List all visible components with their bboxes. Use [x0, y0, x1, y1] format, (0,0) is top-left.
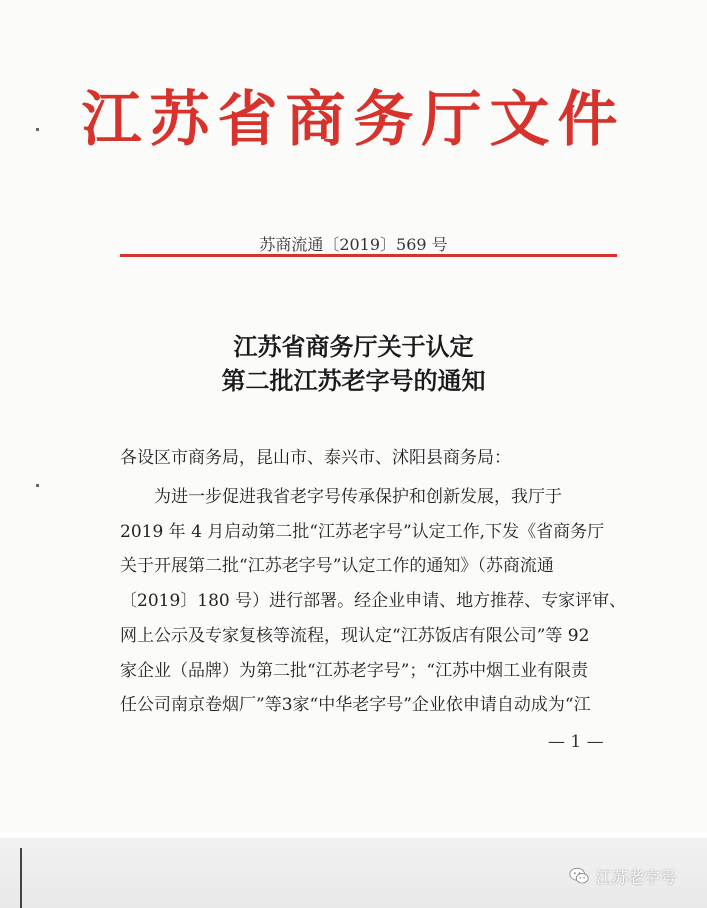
wechat-icon — [568, 865, 590, 887]
red-divider — [120, 254, 617, 257]
page-number: — 1 — — [548, 732, 604, 752]
scan-mark — [36, 484, 39, 487]
scan-mark — [36, 128, 39, 131]
body-line: 家企业（品牌）为第二批“江苏老字号”；“江苏中烟工业有限责 — [120, 660, 589, 681]
watermark — [568, 864, 676, 888]
body-line: 为进一步促进我省老字号传承保护和创新发展，我厅于 — [120, 487, 562, 507]
body-line: 〔2019〕180 号）进行部署。经企业申请、地方推荐、专家评审、 — [120, 591, 627, 612]
document-number: 苏商流通〔2019〕569 号 — [259, 235, 448, 254]
scan-edge — [20, 848, 22, 908]
notice-title — [0, 330, 707, 398]
body-text — [120, 480, 627, 723]
body-line: 2019 年 4 月启动第二批“江苏老字号”认定工作,下发《省商务厅 — [120, 521, 605, 542]
body-line: 关于开展第二批“江苏老字号”认定工作的通知》（苏商流通 — [120, 556, 554, 577]
notice-title-line-2: 第二批江苏老字号的通知 — [221, 366, 486, 395]
salutation: 各设区市商务局，昆山市、泰兴市、沭阳县商务局： — [120, 448, 511, 468]
body-line: 网上公示及专家复核等流程，现认定“江苏饭店有限公司”等 92 — [120, 625, 590, 646]
document-header-title: 江苏省商务厅文件 — [81, 85, 626, 155]
body-line: 任公司南京卷烟厂”等3家“中华老字号”企业依申请自动成为“江 — [120, 695, 591, 716]
notice-title-line-1: 江苏省商务厅关于认定 — [233, 332, 474, 361]
watermark-text: 江苏老字号 — [596, 867, 677, 887]
